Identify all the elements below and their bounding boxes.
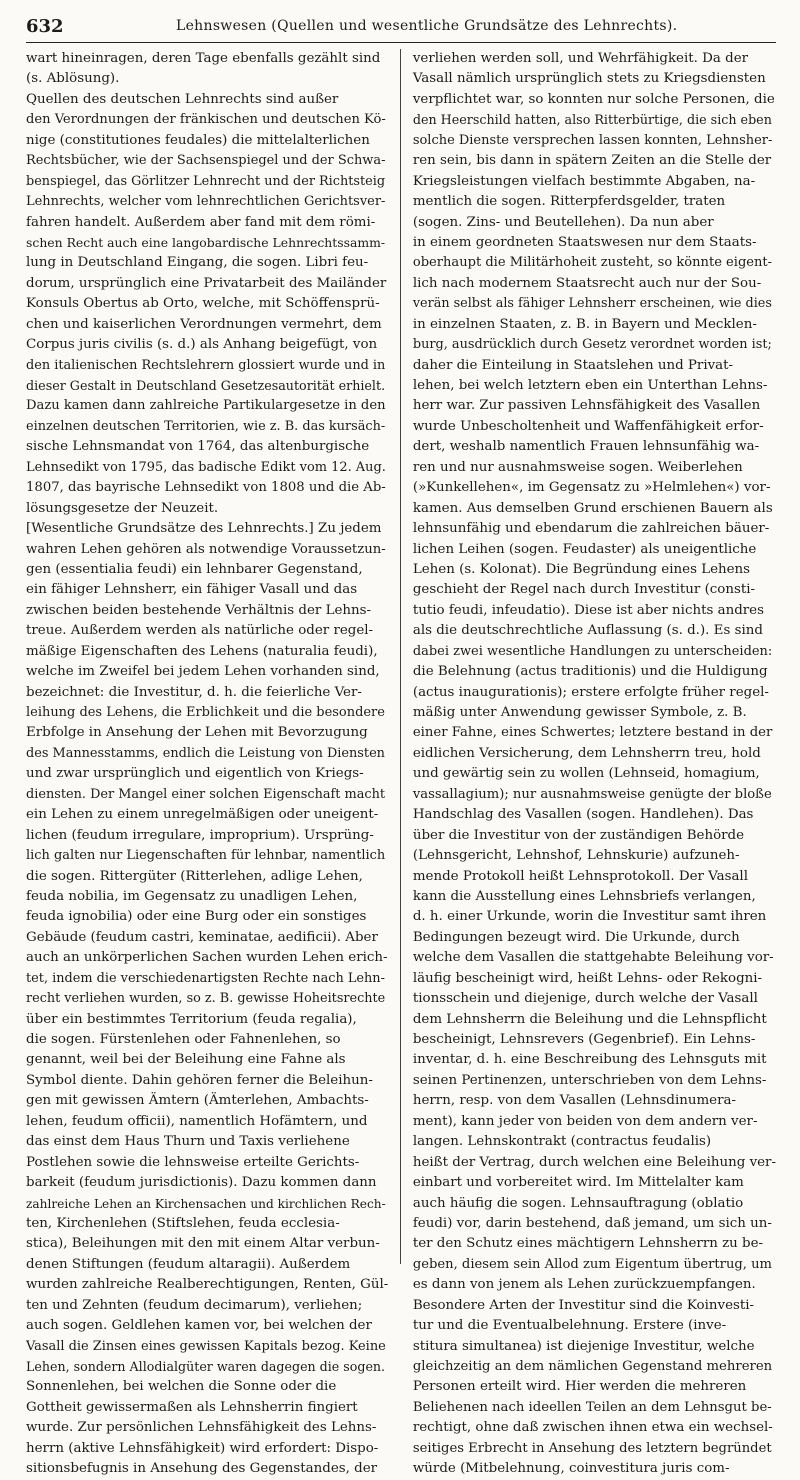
text-line: dieser Gestalt in Deutschland Gesetzesautorität erhielt.: [26, 378, 386, 393]
text-line: die sogen. Fürstenlehen oder Fahnenlehen, so: [26, 1032, 341, 1047]
text-line: leihung des Lehens, die Erblichkeit und die besondere: [26, 705, 385, 720]
text-line: welche dem Vasallen die stattgehabte Beleihung vor-: [412, 950, 774, 966]
text-line: Lehnrechts, welcher vom lehnrechtlichen Gerichtsver-: [26, 194, 386, 210]
text-line: das einst dem Haus Thurn und Taxis verliehene: [26, 1134, 350, 1150]
text-line: kamen. Aus demselben Grund erschienen Bauern als: [412, 500, 773, 516]
text-line: wurde Unbescholtenheit und Waffenfähigkeit erfor-: [412, 418, 764, 434]
text-line: Handschlag des Vasallen (sogen. Handlehen). Das: [412, 807, 754, 823]
text-line: lehen, bei welch letztern eben ein Unterthan Lehns-: [412, 378, 768, 393]
text-line: auch an unkörperlichen Sachen wurden Lehen erich-: [26, 950, 388, 966]
text-line: stitura simultanea) ist diejenige Investitur, welche: [412, 1338, 755, 1354]
text-line: sitionsbefugnis in Ansehung des Gegenstandes, der: [26, 1461, 378, 1477]
text-line: Lehen (s. Kolonat). Die Begründung eines Lehens: [412, 561, 751, 577]
text-line: herr war. Zur passiven Lehnsfähigkeit des Vasallen: [412, 398, 761, 414]
text-line: mentlich die sogen. Ritterpferdsgelder, traten: [412, 194, 726, 210]
text-line: die sogen. Rittergüter (Ritterlehen, adlige Lehen,: [26, 868, 363, 884]
text-line: mäßig unter Anwendung gewisser Symbole, z. B.: [412, 705, 747, 720]
text-line: zahlreiche Lehen an Kirchensachen und kirchlichen Rech-: [26, 1196, 386, 1211]
text-line: sische Lehnsmandat von 1764, das altenburgische: [26, 439, 370, 455]
text-line: läufig bescheinigt wird, heißt Lehns- oder Rekogni-: [412, 970, 763, 986]
text-line: lung in Deutschland Eingang, die sogen. Libri feu-: [26, 255, 369, 271]
text-line: d. h. einer Urkunde, worin die Investitur samt ihren: [412, 909, 767, 925]
text-line: Gottheit gewissermaßen als Lehnsherrin fingiert: [26, 1399, 358, 1415]
text-line: einzelnen deutschen Territorien, wie z. B. das kursäch-: [26, 418, 386, 434]
text-line: ment), kann jeder von beiden von dem andern ver-: [412, 1113, 758, 1129]
text-line: bezeichnet: die Investitur, d. h. die feierliche Ver-: [26, 684, 362, 700]
text-line: wurden zahlreiche Realberechtigungen, Renten, Gül-: [26, 1277, 389, 1293]
text-columns: [26, 49, 776, 1477]
text-line: (actus inaugurationis); erstere erfolgte früher regel-: [412, 684, 769, 700]
text-line: seinen Pertinenzen, unterschrieben von dem Lehns-: [412, 1072, 767, 1088]
text-line: Beliehenen nach ideellen Teilen an dem Lehnsgut be-: [412, 1399, 772, 1415]
text-line: rechtigt, ohne daß zwischen ihnen etwa ein wechsel-: [412, 1420, 773, 1436]
text-line: geschieht der Regel nach durch Investitur (consti-: [412, 582, 756, 598]
text-line: oberhaupt die Militärhoheit zusteht, so könnte eigent-: [412, 255, 773, 271]
text-line: einer Fahne, eines Schwertes; letztere bestand in der: [412, 725, 773, 741]
text-line: Quellen des deutschen Lehnrechts sind außer: [26, 91, 339, 107]
text-line: und gewärtig sein zu wollen (Lehnseid, homagium,: [412, 766, 760, 782]
text-line: (sogen. Zins- und Beutellehen). Da nun aber: [412, 214, 714, 230]
text-line: lehen, feudum officii), namentlich Hofämtern, und: [26, 1113, 368, 1129]
page-header: [26, 14, 776, 43]
text-line: mäßige Eigenschaften des Lehens (naturalia feudi),: [26, 643, 378, 659]
text-line: dorum, ursprünglich eine Privatarbeit des Mailänder: [26, 275, 387, 291]
text-line: Lehen, sondern Allodialgüter waren dagegen die sogen.: [26, 1359, 386, 1374]
text-line: welche im Zweifel bei jedem Lehen vorhanden sind,: [26, 664, 380, 680]
text-line: in einem geordneten Staatswesen nur dem Staats-: [412, 234, 757, 250]
text-line: Symbol diente. Dahin gehören ferner die Beleihun-: [26, 1072, 373, 1088]
text-line: in einzelnen Staaten, z. B. in Bayern und Mecklen-: [412, 316, 757, 332]
text-line: geben, diesem sein Allod zum Eigentum übertrug, um: [412, 1256, 772, 1272]
text-line: verliehen werden soll, und Wehrfähigkeit. Da der: [412, 51, 749, 66]
text-line: feuda nobilia, im Gegensatz zu unadligen Lehen,: [26, 888, 358, 904]
text-line: Konsuls Obertus ab Orto, welche, mit Schöffensprü-: [26, 296, 380, 312]
text-line: benspiegel, das Görlitzer Lehnrecht und der Richtsteig: [26, 173, 386, 189]
text-line: herrn (aktive Lehnsfähigkeit) wird erfordert: Dispo-: [26, 1440, 379, 1456]
text-line: ein Lehen zu einem unregelmäßigen oder uneigent-: [26, 807, 379, 823]
text-line: (Lehnsgericht, Lehnshof, Lehnskurie) aufzuneh-: [412, 848, 740, 864]
text-line: langen. Lehnskontrakt (contractus feudalis): [412, 1134, 712, 1150]
text-line: den Verordnungen der fränkischen und deutschen Kö-: [26, 112, 386, 128]
text-line: genannt, weil bei der Beleihung eine Fahne als: [26, 1052, 346, 1068]
text-line: die Belehnung (actus traditionis) und die Huldigung: [412, 664, 768, 680]
text-line: recht verliehen wurden, so z. B. gewisse Hoheitsrechte: [26, 991, 386, 1007]
text-line: verän selbst als fähiger Lehnsherr erscheinen, wie dies: [412, 296, 772, 312]
text-line: tionsschein und diejenige, durch welche der Vasall: [412, 991, 758, 1007]
text-line: gen (essentialia feudi) ein lehnbarer Gegenstand,: [26, 561, 363, 577]
text-line: über die Investitur von der zuständigen Behörde: [412, 827, 745, 843]
text-line: Gebäude (feudum castri, keminatae, aedificii). Aber: [26, 929, 378, 945]
text-line: dert, weshalb namentlich Frauen lehnsunfähig wa-: [412, 439, 760, 455]
text-line: dem Lehnsherrn die Beleihung und die Lehnspflicht: [412, 1011, 767, 1027]
text-line: ten und Zehnten (feudum decimarum), verliehen;: [26, 1297, 363, 1313]
left-column: [26, 49, 389, 1477]
text-line: lich galten nur Liegenschaften für lehnbar, namentlich: [26, 848, 386, 864]
text-line: ten, Kirchenlehen (Stiftslehen, feuda ecclesia-: [26, 1215, 340, 1231]
text-line: 1807, das bayrische Lehnsedikt von 1808 und die Ab-: [26, 480, 386, 496]
text-line: es dann von jenem als Lehen zurückzuempfangen.: [412, 1277, 756, 1293]
text-line: Corpus juris civilis (s. d.) als Anhang beigefügt, von: [26, 337, 378, 353]
text-line: vassallagium); nur ausnahmsweise genügte der bloße: [412, 786, 772, 802]
text-line: mende Protokoll heißt Lehnsprotokoll. Der Vasall: [412, 868, 749, 884]
text-line: feuda ignobilia) oder eine Burg oder ein sonstiges: [26, 909, 367, 925]
text-line: inventar, d. h. eine Beschreibung des Lehnsguts mit: [412, 1052, 767, 1068]
text-line: lehnsunfähig und ebendarum die zahlreichen bäuer-: [412, 521, 770, 537]
text-line: wurde. Zur persönlichen Lehnsfähigkeit des Lehns-: [26, 1420, 377, 1436]
text-line: Erbfolge in Ansehung der Lehen mit Bevorzugung: [26, 725, 368, 741]
text-line: über ein bestimmtes Territorium (feuda regalia),: [26, 1011, 357, 1027]
text-line: den italienischen Rechtslehrern glossiert wurde und in: [26, 357, 386, 373]
text-line: tet, indem die verschiedenartigsten Rechte nach Lehn-: [26, 970, 385, 986]
text-line: und zwar ursprünglich und eigentlich von Kriegs-: [26, 766, 364, 782]
text-line: tur und die Eventualbelehnung. Erstere (inve-: [412, 1318, 727, 1334]
text-line: barkeit (feudum jurisdictionis). Dazu kommen dann: [26, 1175, 377, 1191]
text-line: nige (constitutiones feudales) die mittelalterlichen: [26, 132, 370, 148]
text-line: des Mannesstamms, endlich die Leistung von Diensten: [26, 745, 385, 761]
text-line: wart hineinragen, deren Tage ebenfalls gezählt sind: [26, 51, 381, 66]
text-line: Personen erteilt wird. Hier werden die mehreren: [412, 1379, 747, 1395]
text-line: ter den Schutz eines mächtigern Lehnsherrn zu be-: [412, 1236, 764, 1252]
text-line: würde (Mitbelehnung, coinvestitura juris com-: [412, 1461, 730, 1477]
text-line: lösungsgesetze der Neuzeit.: [26, 500, 219, 516]
text-line: Vasall nämlich ursprünglich stets zu Kriegsdiensten: [412, 71, 766, 87]
text-line: gen mit gewissen Ämtern (Ämterlehen, Ambachts-: [26, 1093, 369, 1109]
text-line: bescheinigt, Lehnsrevers (Gegenbrief). Ein Lehns-: [412, 1032, 756, 1047]
text-line: herrn, resp. von dem Vasallen (Lehnsdinumera-: [412, 1093, 737, 1109]
text-line: Besondere Arten der Investitur sind die Koinvesti-: [412, 1297, 755, 1313]
text-line: seitiges Erbrecht in Ansehung des letztern begründet: [412, 1440, 772, 1456]
text-line: dabei zwei wesentliche Handlungen zu unterscheiden:: [412, 643, 773, 659]
text-line: eidlichen Versicherung, dem Lehnsherrn treu, hold: [412, 745, 761, 761]
text-line: Rechtsbücher, wie der Sachsenspiegel und der Schwa-: [26, 153, 386, 169]
text-line: einbart und vorbereitet wird. Im Mittelalter kam: [412, 1175, 744, 1191]
text-line: Vasall die Zinsen eines gewissen Kapitals bezog. Keine: [26, 1338, 386, 1354]
right-column: [412, 49, 776, 1477]
text-line: burg, ausdrücklich durch Gesetz verordnet worden ist;: [412, 337, 772, 353]
text-line: (»Kunkellehen«, im Gegensatz zu »Helmlehen«) vor-: [412, 480, 771, 496]
text-line: gleichzeitig an dem nämlichen Gegenstand mehreren: [412, 1359, 773, 1374]
text-line: lichen (feudum irregulare, improprium). Ursprüng-: [26, 827, 374, 843]
text-line: Bedingungen bezeugt wird. Die Urkunde, durch: [412, 929, 740, 945]
text-line: schen Recht auch eine langobardische Lehnrechtssamm-: [26, 234, 386, 250]
text-line: Sonnenlehen, bei welchen die Sonne oder die: [26, 1379, 337, 1395]
text-line: heißt der Vertrag, durch welchen eine Beleihung ver-: [412, 1154, 776, 1170]
text-line: solche Dienste versprechen lassen konnten, Lehnsher-: [412, 132, 773, 148]
text-line: verpflichtet war, so konnten nur solche Personen, die: [412, 91, 775, 107]
text-line: Dazu kamen dann zahlreiche Partikulargesetze in den: [26, 398, 386, 414]
text-line: kann die Ausstellung eines Lehnsbriefs verlangen,: [412, 888, 756, 904]
text-line: ein fähiger Lehnsherr, ein fähiger Vasall und das: [26, 582, 358, 598]
text-line: daher die Einteilung in Staatslehen und Privat-: [412, 357, 734, 373]
column-divider: [400, 49, 401, 1264]
text-line: fahren handelt. Außerdem aber fand mit dem römi-: [26, 214, 376, 230]
text-line: Lehnsedikt von 1795, das badische Edikt vom 12. Aug.: [26, 459, 386, 475]
text-line: (s. Ablösung).: [26, 71, 120, 87]
text-line: lich nach modernem Staatsrecht auch nur der Sou-: [412, 275, 762, 291]
text-line: Postlehen sowie die lehnsweise erteilte Gerichts-: [26, 1154, 360, 1170]
text-line: wahren Lehen gehören als notwendige Voraussetzun-: [26, 541, 386, 557]
text-line: auch häufig die sogen. Lehnsauftragung (oblatio: [412, 1195, 744, 1211]
text-line: chen und kaiserlichen Verordnungen vermehrt, dem: [26, 316, 382, 332]
text-line: den Heerschild hatten, also Ritterbürtige, die sich eben: [412, 112, 772, 128]
text-line: tutio feudi, infeudatio). Diese ist aber nichts andres: [412, 602, 764, 618]
text-line: als die deutschrechtliche Auflassung (s. d.). Es sind: [412, 623, 763, 639]
text-line: Kriegsleistungen vielfach bestimmte Abgaben, na-: [412, 173, 756, 189]
text-line: auch sogen. Geldlehen kamen vor, bei welchen der: [26, 1318, 372, 1334]
text-line: treue. Außerdem werden als natürliche oder regel-: [26, 623, 374, 639]
text-line: ren sein, bis dann in spätern Zeiten an die Stelle der: [412, 153, 772, 169]
page-number: 632: [26, 16, 64, 37]
text-line: denen Stiftungen (feudum altaragii). Außerdem: [26, 1256, 351, 1272]
running-head: Lehnswesen (Quellen und wesentliche Grundsätze des Lehnrechts).: [176, 18, 678, 34]
text-line: lichen Leihen (sogen. Feudaster) als uneigentliche: [412, 541, 757, 557]
text-line: diensten. Der Mangel einer solchen Eigenschaft macht: [26, 786, 386, 802]
text-line: ren und nur ausnahmsweise sogen. Weiberlehen: [412, 459, 743, 475]
text-line: feudi) vor, darin bestehend, daß jemand, um sich un-: [412, 1215, 772, 1231]
text-line: zwischen beiden bestehende Verhältnis der Lehns-: [26, 602, 372, 618]
text-line: [Wesentliche Grundsätze des Lehnrechts.] Zu jedem: [26, 521, 382, 537]
text-line: stica), Beleihungen mit den mit einem Altar verbun-: [26, 1236, 380, 1252]
